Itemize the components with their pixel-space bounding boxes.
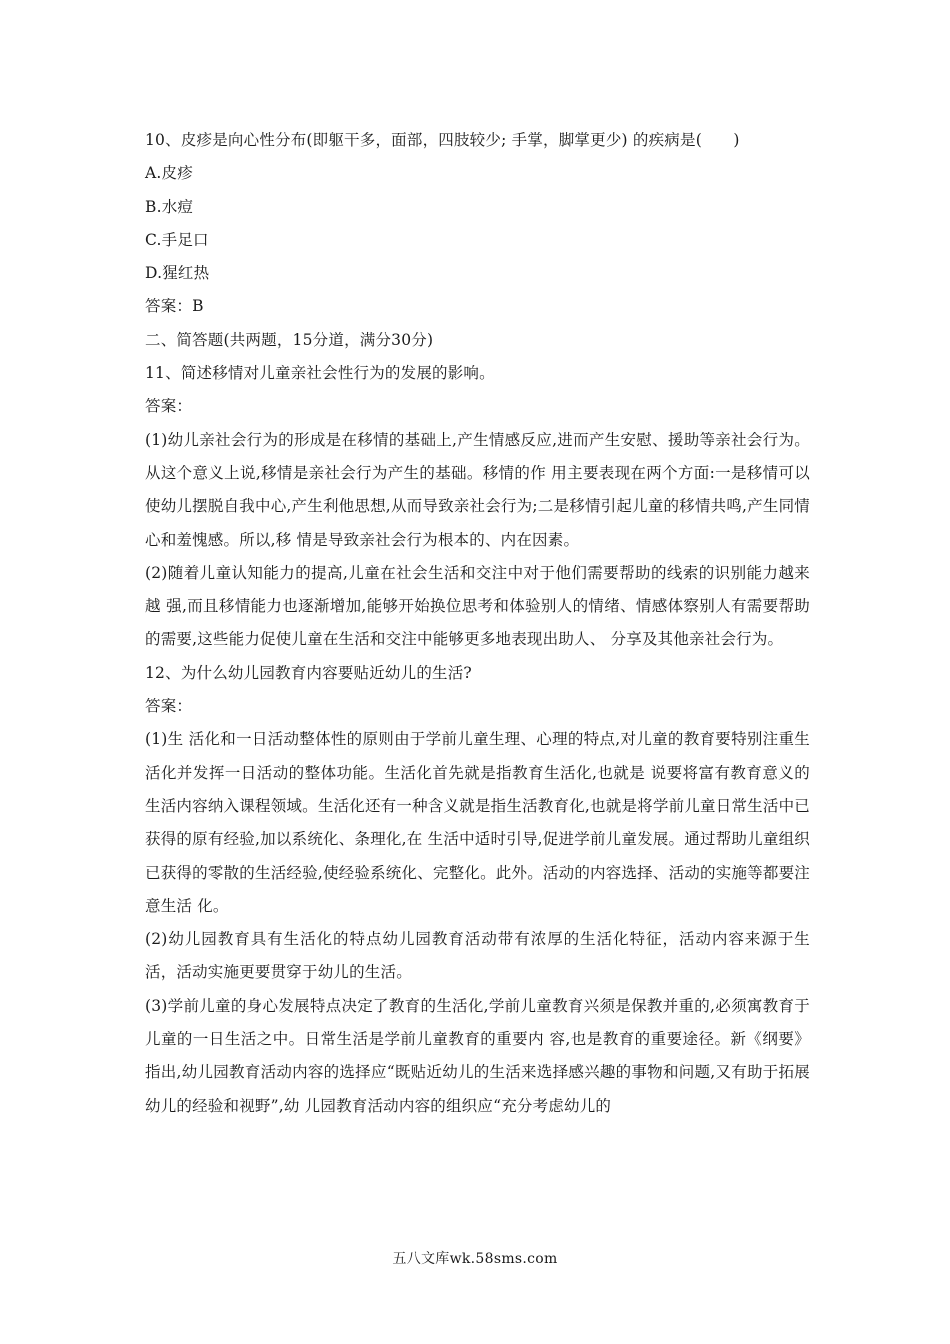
section-2-heading: 二、简答题(共两题，15分道，满分30分) [145,330,434,349]
question-10-option-c: C.手足口 [145,230,209,249]
question-12-answer-paragraph-2: (2)幼儿园教育具有生活化的特点幼儿园教育活动带有浓厚的生活化特征，活动内容来源于生活，活动实施更要贯穿于幼儿的生活。 [145,930,810,982]
question-12-answer-paragraph-3: (3)学前儿童的身心发展特点决定了教育的生活化,学前儿童教育兴须是保教并重的,必须寓教育于儿童的一日生活之中。日常生活是学前儿童教育的重要内 容,也是教育的重要途径。新《纲要》指出,幼儿园教育活动内容的选择应“既贴近幼儿的生活来选择感兴趣的事物和问题,又有助于拓展幼儿的经验和视野”,幼 儿园教育活动内容的组织应“充分考虑幼儿的 [145,996,810,1115]
question-11-answer-paragraph-2: (2)随着儿童认知能力的提高,儿童在社会生活和交注中对于他们需要帮助的线索的识别能力越来越 强,而且移情能力也逐渐增加,能够开始换位思考和体验别人的情绪、情感体察别人有需要帮助的需要,这些能力促使儿童在生活和交注中能够更多地表现出助人、 分享及其他亲社会行为。 [145,563,810,649]
question-10-option-b: B.水痘 [145,197,194,216]
question-10-answer: 答案：B [145,297,204,316]
question-12-stem: 12、为什么幼儿园教育内容要贴近幼儿的生活? [145,663,472,682]
question-10-option-a: A.皮疹 [145,164,193,183]
question-10-option-d: D.猩红热 [145,264,210,283]
question-12-answer-paragraph-1: (1)生 活化和一日活动整体性的原则由于学前儿童生理、心理的特点,对儿童的教育要特别注重生活化并发挥一日活动的整体功能。生活化首先就是指教育生活化,也就是 说要将富有教育意义的生活内容纳入课程领域。生活化还有一种含义就是指生活教育化,也就是将学前儿童日常生活中已获得的原有经验,加以系统化、条理化,在 生活中适时引导,促进学前儿童发展。通过帮助儿童组织已获得的零散的生活经验,使经验系统化、完整化。此外。活动的内容选择、活动的实施等都要注意生活 化。 [145,730,810,915]
question-11-stem: 11、简述移情对儿童亲社会性行为的发展的影响。 [145,364,495,383]
question-11-answer-label: 答案： [145,397,193,416]
document-page [145,124,810,1123]
question-10-stem: 10、皮疹是向心性分布(即躯干多，面部，四肢较少; 手掌，脚掌更少) 的疾病是( ) [145,131,740,149]
question-12-answer-label: 答案： [145,697,193,716]
page-footer-watermark: 五八文库wk.58sms.com [392,1251,558,1267]
question-11-answer-paragraph-1: (1)幼儿亲社会行为的形成是在移情的基础上,产生情感反应,进而产生安慰、援助等亲社会行为。从这个意义上说,移情是亲社会行为产生的基础。移情的作 用主要表现在两个方面:一是移情可以使幼儿摆脱自我中心,产生利他思想,从而导致亲社会行为;二是移情引起儿童的移情共鸣,产生同情心和羞愧感。所以,移 情是导致亲社会行为根本的、内在因素。 [145,430,810,549]
